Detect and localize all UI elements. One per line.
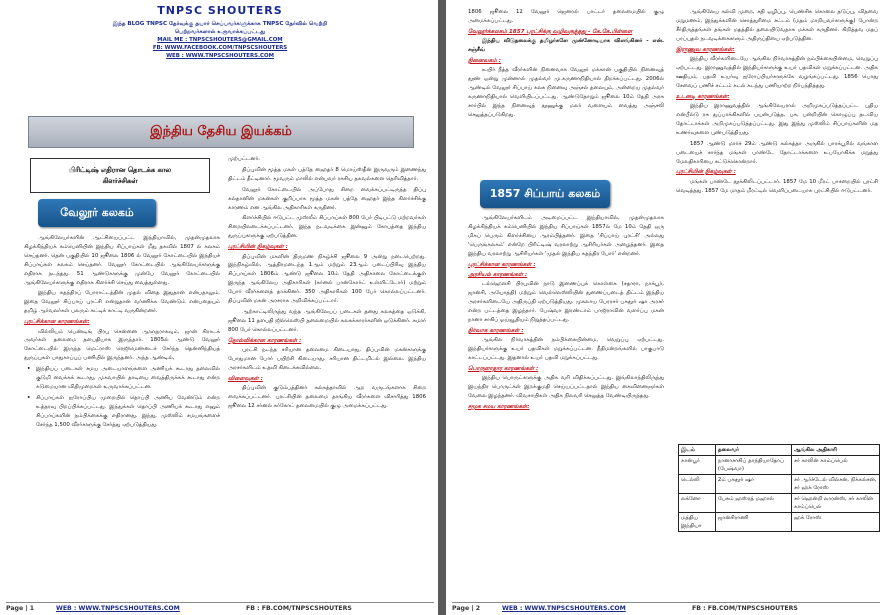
chapter-title: இந்திய தேசிய இயக்கம் bbox=[150, 124, 292, 139]
table-cell: ஹக் ரோஸ் bbox=[792, 513, 880, 532]
document-page-1 bbox=[0, 0, 438, 615]
paragraph: உயிர் நீத்த வீரர்களின் நினைவாக வேலூர் மக்கான் பகுதியில் நினைவுத் தூண் ஒன்று முன்னால் முதல்வர் மு.கருணாநிதியால் திறக்கப்பட்டது. 2006ல் ஆண்டில் வேலூர் சிப்பாய் கலக நினைவு அஞ்சல் தலையும், அன்றைய முதல்வர் கருணாநிதியால் வெளியிடப்பட்டது. ஆண்டுதோறும் ஜூலை 10ம் தேதி அரசு சார்பில் இந்த நினைவுத் தூணுக்கு மலர் வளையம் வைத்து அஞ்சலி செலுத்தப்படுகிறது. bbox=[468, 67, 664, 118]
table-cell: பேகம் ஹஸ்ரத் மஹால் bbox=[715, 494, 791, 513]
paragraph: புரட்சி நடந்த சரியான தலைமை கிடையாது, திப்புவின் மகன்களுக்கு போதுமான போர் பயிற்சி கிடையாது. சரியான திட்டமிடல் இல்லை. இந்திய அரசர்களிடம் உதவி கிடைக்கவில்லை. bbox=[228, 347, 426, 371]
table-cell: 2ம் பகதூர் ஷா bbox=[715, 475, 791, 494]
table-cell: சர் ஆர்ச்டேல் வில்சன், நிக்கல்சன், சர் ஹக் ரோஸ் bbox=[792, 475, 880, 494]
subheading: அரசியல் காரணங்கள் : bbox=[468, 271, 528, 278]
table-cell: நானாசாகிப் தாந்தியாதோப் (பேஷ்வா) bbox=[715, 456, 791, 475]
paragraph: டல்ஹௌசி பிரபுவின் நாடு இணைப்புக் கொள்கை (சதாரா, நாக்பூர், ஜான்சி, அயோத்தி) மற்றும் வெல்லெஸ்லியின் துணைப்படைத் திட்டம் இந்திய அரசர்களிடையே அதிருப்தி ஏற்படுத்தியது. முகலாய பேரரசர் பகதூர் ஷா அரசர் என்ற பட்டத்தை இழந்தார். பேஷ்வா இரண்டாம் பாஜிராவின் வளர்ப்பு மகன் நானா சாகிப் ஓய்வூதியம் நிறுத்தப்பட்டது. bbox=[468, 281, 664, 323]
website-link[interactable]: WEB : WWW.TNPSCSHOUTERS.COM bbox=[166, 53, 274, 59]
facebook-link[interactable]: FB: WWW.FACEBOOK.COM/TNPSCSHOUTERS bbox=[152, 45, 288, 51]
subheading: சமூக சமய காரணங்கள்: bbox=[468, 404, 530, 411]
table-row bbox=[679, 475, 880, 494]
table-header-cell: இடம் bbox=[679, 445, 716, 456]
page2-left-column-bottom bbox=[468, 214, 664, 594]
paragraph: கிளர்ச்சியில் ஈடுபட்ட முஸ்லீம் சிப்பாய்கள் 800 பேர் பிடிபட்டு மற்றவர்கள் சிறையிலடைக்கப்பட்டனர். இந்த நடவடிக்கை இன்னும் கோபத்தை இந்திய துருப்புகளுக்கு ஏற்படுத்தின. bbox=[228, 215, 426, 240]
paragraph: இந்திய பொருட்களுக்கு அதிக வரி விதிக்கப்பட்டது. இங்கிலாந்திலிருந்து இயந்திர பொருட்கள் இறக்குமதி செய்யப்பட்டதால் இந்திய கைவினைஞர்கள் வேலை இழந்தனர். விவசாயிகள் அதிக நிலவரி செலுத்த வேண்டியிருந்தது. bbox=[468, 375, 664, 400]
paragraph: ஆங்கில நிர்வாகத்தின் நம்பிக்கையின்மை, வெறுப்பு ஏற்பட்டது. இந்தியர்களுக்கு உயர் பதவிகள் மறுக்கப்பட்டன. நீதிமன்றங்களில் பாகுபாடு காட்டப்பட்டது. இதனால் உயர் பதவி மறுக்கப்பட்டது. bbox=[468, 337, 664, 362]
blog-intro-line-2: பெற்றவர்களால் உருவாக்கப்பட்டது bbox=[174, 29, 266, 35]
paragraph: 1857 ஆண்டு மார்ச் 29ம் ஆண்டு கல்கத்தா அருகில் பாரக்பூரில் வங்காள படையைச் சார்ந்த மங்கள் பாண்டே தோட்டாக்களை உபயோகிக்க மறுத்து மேலதிகாரியை சுட்டுக்கொன்றார். bbox=[676, 140, 878, 165]
subheading: இராணுவ காரணங்கள்: bbox=[676, 46, 735, 53]
section-pill-vellore bbox=[38, 199, 156, 227]
blog-title: TNPSC SHOUTERS bbox=[157, 4, 283, 17]
footer-fb-link[interactable]: FB : FB.COM/TNPSCSHOUTERS bbox=[246, 605, 352, 612]
subheading: நிர்வாக காரணங்கள் : bbox=[468, 327, 524, 334]
table-row bbox=[679, 513, 880, 532]
bullet-item: • இந்தியப் படைகள் சமய அடையாளங்களை அணியக் கூடாது தலைவில் குடுமி வைக்கக் கூடாது, முகவாயில் தாடியை வைத்திருக்கக் கூடாது என்ற கடுமையான விதிமுறைகள் உருவாக்கப்பட்டன. bbox=[24, 365, 220, 392]
footer-divider bbox=[452, 602, 880, 603]
page1-right-column bbox=[228, 155, 426, 595]
table-cell: சர் காலின் காம்ப்பெல் bbox=[792, 456, 880, 475]
subheading: புரட்சியின் நிகழ்வுகள் : bbox=[676, 169, 736, 176]
table-cell: ஜான்சிராணி bbox=[715, 513, 791, 532]
page-footer bbox=[452, 605, 882, 612]
footer-web-link[interactable]: WEB : WWW.TNPSCSHOUTERS.COM bbox=[502, 605, 626, 612]
section-title-vellore: வேலூர் கலகம் bbox=[60, 205, 134, 219]
footer-fb-link[interactable]: FB : FB.COM/TNPSCSHOUTERS bbox=[692, 605, 798, 612]
page-footer bbox=[6, 605, 436, 612]
page-gutter bbox=[438, 0, 446, 615]
blog-intro-line-1: இந்த BLOG TNPSC தேர்வுக்கு தயார் செய்பவர்களுக்காக TNPSC தேர்வில் வெற்றி bbox=[112, 21, 328, 27]
paragraph: மங்கள் பாண்டே தூக்கிலிடப்பட்டார். 1857 மே 10 மீரட் பாசறையில் புரட்சி வெடித்தது. 1857 மே மாதம் மீரட்டில் வெளிப்படையாக புரட்சியில் ஈடுபட்டனர். bbox=[676, 178, 878, 194]
table-cell: சர் ஹென்றி லாரன்ஸ், சர் காலின் காம்ப்பெல் bbox=[792, 494, 880, 513]
page-number: Page | 2 bbox=[452, 605, 481, 612]
subheading: உடனடி காரணங்கள்: bbox=[676, 93, 730, 100]
paragraph: திப்புவின் மகளின் திருமண நிகழ்ச்சி ஜூலை 9 அன்று நடைபெற்றது. இந்நிகழ்வில், ஆத்திரமடைந்த 1ஆம் மற்றும் 23ஆம் படைப்பிரிவு இந்திய சிப்பாய்கள் 1806ம் ஆண்டு ஜூலை 10ம் தேதி அதிகாலை கோட்டைக்குள் இருந்த ஆங்கிலேய அதிகாரிகள் (கர்னல் பான்கோர்ட் உள்ளிட்டோர்) மற்றும் போர் வீரர்களைத் தாக்கினர். 350 அதிகாரிகள் 100 பேர் கொல்லப்பட்டனர். திப்புவின் மகன் அரசராக அறிவிக்கப்பட்டார். bbox=[228, 253, 426, 305]
quote: இந்திய விடுதலைக்கு தமிழர்களே முன்னோடியாக விளங்கினர் - என். சஞ்சீவ் bbox=[468, 38, 664, 54]
subheading: விளைவுகள் : bbox=[228, 375, 263, 382]
mail-link[interactable]: MAIL ME : TNPSCSHOUTERS@GMAIL.COM bbox=[157, 37, 283, 43]
paragraph: இந்திய சுதந்திரப் போராட்டத்தின் முதல் விதை இதுதான் என்பதாலும், இதை வேலூர் சிப்பாய் புரட்சி என்றுதான் வர்ணிக்க வேண்டும் என்பதையும் தமிழ் ஆர்வலர்கள் பலரும் சுட்டிக் காட்டி வருகின்றனர். bbox=[24, 290, 220, 315]
subheading: தோல்விக்கான காரணங்கள் : bbox=[228, 337, 302, 344]
table-row bbox=[679, 456, 880, 475]
table-cell: லக்னோ bbox=[679, 494, 716, 513]
topic-box bbox=[30, 158, 210, 193]
page-number: Page | 1 bbox=[6, 605, 35, 612]
paragraph: 1806 ஜூலை 12 வேலூர் ஜெனரல் பாட்டர் தலைமையில் குழு அமைக்கப்பட்டது. bbox=[468, 9, 664, 24]
paragraph: இந்திய வீரர்களிடையே ஆங்கில நிர்வாகத்தின் நம்பிக்கையின்மை, வெறுப்பு ஏற்பட்டது. இராணுவத்தில் இந்தியர்களுக்கு உயர் பதவிகள் மறுக்கப்பட்டன. அதிக ஊதியம், பதவி உயர்வு ஐரோப்பியர்களுக்கே வழங்கப்பட்டது. 1856 பொது சேவைப் பணிச் சட்டம் கடல் கடந்து பணியாற்ற நிர்பந்தித்தது. bbox=[676, 56, 878, 89]
table-cell: மத்திய இந்தியா bbox=[679, 513, 716, 532]
subheading: பொருளாதார காரணங்கள் : bbox=[468, 366, 539, 372]
paragraph: வில்லியம் பெண்டிங் பிரபு சென்னை ஆளுநராகவும், ஜான் கிராடக் அவர்கள் தலைமை தளபதியாக இருந்தார். 1805ல் ஆண்டு வேலூர் கோட்டையில் இருந்த மெட்ராஸ் ரெஜிமெண்டைச் சேர்ந்த தென்னிந்தியத் துருப்புகள் பாதுகாப்புப் பணியில் இருந்தனர். அந்த ஆண்டில், bbox=[24, 328, 220, 362]
document-page-2 bbox=[446, 0, 886, 615]
revolt-leaders-table bbox=[678, 444, 880, 532]
topic-line-1: பிரிட்டிஷ் எதிரான தொடக்க கால bbox=[68, 166, 172, 174]
subheading: நினைவகம் : bbox=[468, 58, 501, 65]
paragraph: திப்புவின் மூத்த மகள் பத்தே ஹைதர் 8 மொய்ஸ்தீன் இருவரும் இணைந்து திட்டம் தீட்டினார். மூவரும் மாலில் என்பவர் ரகசிய தகவல்களை தெரிவித்தார். bbox=[228, 166, 426, 182]
topic-line-2: கிளர்ச்சிகள் bbox=[102, 177, 138, 185]
paragraph: ஆங்கிலேய கல்வி முறை, சதி ஒழிப்பு, பெண்சிசு கொலை தடுப்பு, விதவை மறுமணம், இந்துக்களின் சொத்துரிமை சட்டம் (மதம் மாறியவர்களுக்கு) போன்ற சீர்திருத்தங்கள் தங்கள் மதத்தில் தலையிடுவதாக மக்கள் கருதினர். கிறித்தவ மதப் பரப்புதல் நடவடிக்கைகளும் அதிருப்தியை ஏற்படுத்தின. bbox=[676, 9, 878, 42]
page2-left-column-top bbox=[468, 8, 664, 176]
subheading: புரட்சிக்கான காரணங்கள்: bbox=[24, 319, 90, 326]
paragraph: முற்பட்டனர். bbox=[228, 156, 261, 162]
table-cell: டெல்லி bbox=[679, 475, 716, 494]
paragraph: ஆற்காட்டிலிருந்து வந்த ஆங்கிலேயப் படைகள் தனது கலகத்தை ஒடுக்கி, ஜூலை 11 தளபதி ஜில்லெஸ்பி தலைமையில் கலகக்காரர்களின் ஒடுக்கினர். சுமார் 800 பேர் கொல்லப்பட்டனர். bbox=[228, 309, 426, 333]
table-row bbox=[679, 494, 880, 513]
paragraph: திப்புவின் குடும்பத்தினர் கல்கத்தாவில் ஆற வருடங்களாக சிறை வைக்கப்பட்டனர். புரட்சியின் தலைமை தாங்கிய வீரர்களை விசாரித்து 1806 ஜூலை 12 சர்னல் கர்கோட் தலைமையில் குழு அமைக்கப்பட்டது. bbox=[228, 385, 426, 410]
page-header bbox=[50, 4, 390, 60]
paragraph: வேலூர் கோட்டையில் அப்போது சிறை வைக்கப்பட்டிருந்த திப்பு சுல்தானின் மகன்கள் குறிப்பாக மூத்த மகன் பத்தே ஹைதர் இந்த கிளர்ச்சிக்கு காரணம் என ஆங்கில அதிகாரிகள் கருதினர். bbox=[228, 186, 426, 211]
section-title-1857: 1857 சிப்பாய் கலகம் bbox=[489, 186, 601, 200]
footer-divider bbox=[6, 602, 434, 603]
paragraph: இந்திய இராணுவத்தில் ஆங்கிலேயரால் அறிமுகப்படுத்தப்பட்ட புதிய என்பீல்டு ரக துப்பாக்கிகளில் பயன்படுத்த, பசு, பன்றியின் கொழுப்பு தடவிய தோட்டாக்கள் அறிமுகப்படுத்தப்பட்டது. இது இந்து முஸ்லிம் சிப்பாய்களின் மத உணர்வுகளை புண்படுத்தியது. bbox=[676, 103, 878, 136]
table-header-row bbox=[679, 445, 880, 456]
section-pill-1857 bbox=[480, 180, 610, 208]
subheading: வேலூர்க்கலகம் 1857 புரட்சிக்கு வழிவகுத்தது - கே.கே.பிள்ளை bbox=[468, 28, 633, 35]
chapter-title-banner bbox=[28, 116, 414, 148]
page2-right-column bbox=[676, 8, 878, 440]
table-header-cell: ஆங்கில அதிகாரி bbox=[792, 445, 880, 456]
page1-left-column bbox=[24, 234, 220, 594]
bullet-item: • சிப்பாய்கள் ஐரோப்பிய முறையில் தொப்பி அணிய வேண்டும் என்ற உத்தரவு பிறப்பிக்கப்பட்டது. இந்துக்கள் தொப்பி அணியக் கூடாது எனும் சிப்பாய்களின் நம்பிக்கைக்கு எதிரானது. இந்து, முஸ்லிம் சமயங்களைச் சேர்ந்த 1,500 வீரர்களுக்கு சேர்த்து ஏற்படுத்தியது. bbox=[24, 394, 220, 430]
paragraph: ஆங்கிலேயர்களின் ஆட்சியைப்பட்ட இந்தியாவில், முதன்முதலாக கிழக்கிந்தியக் கம்பெனியின் இந்திய சிப்பாய்கள் மீது தகவில் 1807 ல் கலகம் செய்தனர். தென் பகுதியில் 10 ஜூலை 1806 ல் வேலூர் கோட்டையில் இந்தியச் சிப்பாய்கள் கலகம் செய்தனர். வேலூர் கோட்டையில் ஆங்கிலேயர்களுக்கு எதிராக நடந்தது. 51 ஆண்டுகளுக்கு முன்பே வேலூர் கோட்டையில் ஆங்கிலேயர்களுக்கு எதிராக கிளர்ச்சி செய்து வைத்துள்ளது. bbox=[24, 235, 220, 286]
subheading: புரட்சிக்கான காரணங்கள் : bbox=[468, 261, 536, 268]
table-header-cell: தலைவர் bbox=[715, 445, 791, 456]
table-cell: கான்பூர் bbox=[679, 456, 716, 475]
paragraph: ஆங்கிலேயர்களிடம் அடிமைப்பட்ட இந்தியாவில், முதன்முதலாக கிழக்கிந்தியக் கம்பெனியில் இந்திய சிப்பாய்கள் 1857ல் மே 10ம் தேதி ஒரு மிகப் பெரும் கிளர்ச்சியை ஆரம்பித்தனர். இதை 'சிப்பாய் புரட்சி' அல்லது 'பெருங்கலகம்' என்றே பிரிட்டிஷ் வரலாற்று ஆசிரியர்கள் அழைத்தனர். இதை இந்திய வரலாற்று ஆசிரியர்கள் 'முதல் இந்திய சுதந்திர போர்' என்றனர். bbox=[468, 215, 664, 257]
footer-web-link[interactable]: WEB : WWW.TNPSCSHOUTERS.COM bbox=[56, 605, 180, 612]
subheading: புரட்சியின் நிகழ்வுகள் : bbox=[228, 244, 288, 251]
